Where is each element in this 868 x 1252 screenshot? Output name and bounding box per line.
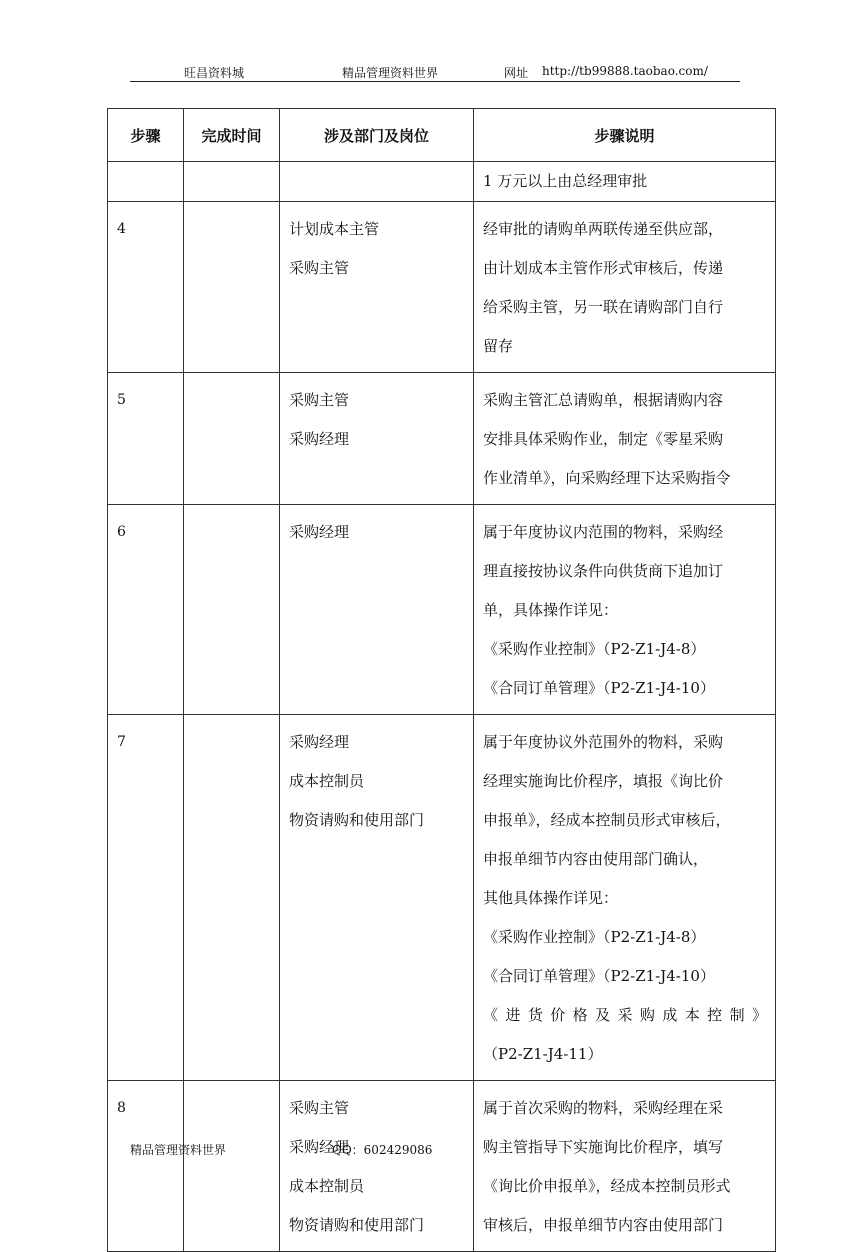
desc-line: 《合同订单管理》（P2-Z1-J4-10） xyxy=(483,967,715,985)
role-line: 成本控制员 xyxy=(289,1177,365,1195)
desc-line: 理直接按协议条件向供货商下追加订 xyxy=(483,562,724,580)
desc-cell xyxy=(474,162,776,202)
table-header-row xyxy=(108,109,776,162)
roles-cell xyxy=(280,1081,474,1252)
desc-line: 由计划成本主管作形式审核后，传递 xyxy=(483,259,724,277)
header-url-link[interactable]: http://tb99888.taobao.com/ xyxy=(542,64,708,78)
desc-line: 留存 xyxy=(483,337,514,355)
desc-line: 安排具体采购作业，制定《零星采购 xyxy=(483,430,724,448)
table-row xyxy=(108,202,776,373)
step-cell xyxy=(108,1081,184,1252)
desc-line: 属于首次采购的物料，采购经理在采 xyxy=(483,1099,724,1117)
desc-line: 属于年度协议内范围的物料，采购经 xyxy=(483,523,724,541)
role-line: 采购经理 xyxy=(289,733,350,751)
desc-line: 《合同订单管理》（P2-Z1-J4-10） xyxy=(483,679,715,697)
step-number: 7 xyxy=(117,734,126,750)
desc-line: 给采购主管，另一联在请购部门自行 xyxy=(483,298,724,316)
step-cell xyxy=(108,202,184,373)
desc-line: 购主管指导下实施询比价程序，填写 xyxy=(483,1138,724,1156)
desc-line: 作业清单》，向采购经理下达采购指令 xyxy=(483,469,731,487)
role-line: 采购主管 xyxy=(289,1099,350,1117)
time-cell xyxy=(184,505,280,715)
desc-line: 其他具体操作详见： xyxy=(483,889,619,907)
desc-cell xyxy=(474,1081,776,1252)
role-line: 物资请购和使用部门 xyxy=(289,811,425,829)
role-line: 计划成本主管 xyxy=(289,220,380,238)
role-line: 采购经理 xyxy=(289,430,350,448)
table-row xyxy=(108,715,776,1081)
desc-cell xyxy=(474,373,776,505)
roles-cell xyxy=(280,202,474,373)
table-row xyxy=(108,162,776,202)
desc-line: 1 万元以上由总经理审批 xyxy=(483,172,648,190)
step-number: 6 xyxy=(117,524,126,540)
desc-line: 《采购作业控制》（P2-Z1-J4-8） xyxy=(483,928,706,946)
desc-cell xyxy=(474,202,776,373)
desc-line: 《进货价格及采购成本控制》 xyxy=(483,1006,767,1024)
desc-line: 经审批的请购单两联传递至供应部， xyxy=(483,220,724,238)
desc-cell xyxy=(474,505,776,715)
page-header xyxy=(130,63,740,82)
role-line: 采购主管 xyxy=(289,259,350,277)
roles-cell xyxy=(280,162,474,202)
desc-line: 单，具体操作详见： xyxy=(483,601,619,619)
role-line: 物资请购和使用部门 xyxy=(289,1216,425,1234)
header-desc: 步骤说明 xyxy=(474,109,776,162)
role-line: 采购经理 xyxy=(289,1138,350,1156)
table-row xyxy=(108,373,776,505)
roles-cell xyxy=(280,505,474,715)
table-row xyxy=(108,1081,776,1252)
role-line: 采购主管 xyxy=(289,391,350,409)
desc-line: 申报单》，经成本控制员形式审核后， xyxy=(483,811,731,829)
roles-cell xyxy=(280,715,474,1081)
procedure-table xyxy=(107,108,776,1252)
header-time: 完成时间 xyxy=(184,109,280,162)
step-cell xyxy=(108,162,184,202)
role-line: 采购经理 xyxy=(289,523,350,541)
header-left-text: 旺昌资料城 xyxy=(184,66,245,80)
desc-line: 经理实施询比价程序，填报《询比价 xyxy=(483,772,724,790)
step-number: 5 xyxy=(117,392,126,408)
time-cell xyxy=(184,202,280,373)
step-cell xyxy=(108,505,184,715)
step-cell xyxy=(108,373,184,505)
desc-line: 属于年度协议外范围外的物料，采购 xyxy=(483,733,724,751)
step-cell xyxy=(108,715,184,1081)
role-line: 成本控制员 xyxy=(289,772,365,790)
header-roles: 涉及部门及岗位 xyxy=(280,109,474,162)
time-cell xyxy=(184,1081,280,1252)
step-number: 4 xyxy=(117,221,126,237)
desc-cell xyxy=(474,715,776,1081)
header-middle-text: 精品管理资料世界 xyxy=(342,66,439,80)
footer-left-text: 精品管理资料世界 xyxy=(130,1143,227,1157)
desc-line: （P2-Z1-J4-11） xyxy=(483,1045,603,1063)
time-cell xyxy=(184,373,280,505)
desc-line: 审核后，申报单细节内容由使用部门 xyxy=(483,1216,724,1234)
header-url-label: 网址 xyxy=(504,66,529,80)
step-number: 8 xyxy=(117,1100,126,1116)
desc-line: 《询比价申报单》，经成本控制员形式 xyxy=(483,1177,731,1195)
header-step: 步骤 xyxy=(108,109,184,162)
desc-line: 采购主管汇总请购单，根据请购内容 xyxy=(483,391,724,409)
desc-line: 《采购作业控制》（P2-Z1-J4-8） xyxy=(483,640,706,658)
time-cell xyxy=(184,715,280,1081)
time-cell xyxy=(184,162,280,202)
roles-cell xyxy=(280,373,474,505)
table-row xyxy=(108,505,776,715)
footer-qq: QQ：602429086 xyxy=(332,1143,433,1157)
desc-line: 申报单细节内容由使用部门确认， xyxy=(483,850,709,868)
